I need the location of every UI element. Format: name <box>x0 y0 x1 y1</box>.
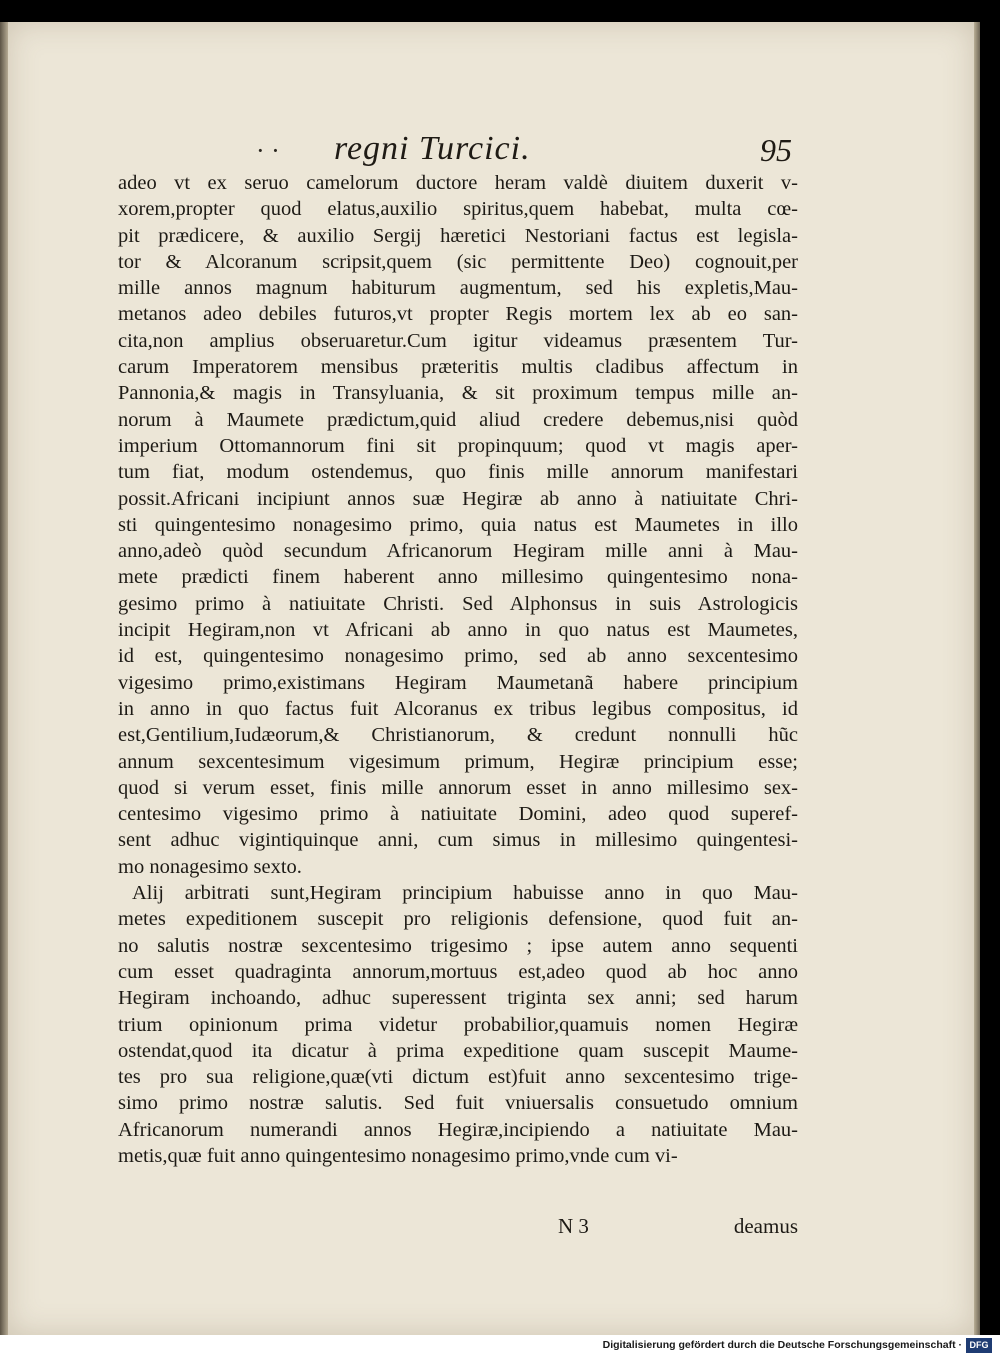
text-line: carum Imperatorem mensibus præteritis multis cladibus affectum in <box>118 356 798 379</box>
text-line: tum fiat, modum ostendemus, quo finis mille annorum manifestari <box>118 461 798 484</box>
text-line: adeo vt ex seruo camelorum ductore heram valdè diuitem duxerit v- <box>118 172 798 194</box>
text-line: tor & Alcoranum scripsit,quem (sic permittente Deo) cognouit,per <box>118 250 798 273</box>
running-head-title: regni Turcici. <box>334 130 531 167</box>
signature-mark: N 3 <box>558 1214 589 1238</box>
footer-bar <box>0 1335 1000 1357</box>
text-line: metis,quæ fuit anno quingentesimo nonagesimo primo,vnde cum vi- <box>118 1144 678 1167</box>
text-line: quod si verum esset, finis mille annorum esset in anno millesimo sex- <box>118 776 798 799</box>
text-line: Pannonia,& magis in Transyluania, & sit proximum tempus mille an- <box>118 382 798 405</box>
text-line: Hegiram inchoando, adhuc superessent triginta sex anni; sed harum <box>118 987 798 1010</box>
running-head <box>8 130 974 170</box>
text-line: simo primo nostræ salutis. Sed fuit vniuersalis consuetudo omnium <box>118 1092 798 1115</box>
funding-notice: Digitalisierung gefördert durch die Deutsche Forschungsgemeinschaft · <box>602 1339 962 1351</box>
text-line: vigesimo primo,existimans Hegiram Maumetanã habere principium <box>118 671 798 694</box>
text-line: incipit Hegiram,non vt Africani ab anno in quo natus est Maumetes, <box>118 619 798 642</box>
signature-line <box>118 1214 798 1240</box>
dfg-logo-icon: DFG <box>966 1338 992 1353</box>
text-line: mete prædicti finem haberent anno millesimo quingentesimo nona- <box>118 566 798 589</box>
text-line: anno,adeò quòd secundum Africanorum Hegiram mille anni à Mau- <box>118 540 798 563</box>
text-line: norum à Maumete prædictum,quid aliud credere debemus,nisi quòd <box>118 408 798 431</box>
text-line: centesimo vigesimo primo à natiuitate Domini, adeo quod superef- <box>118 803 798 826</box>
text-line: mille annos magnum habiturum augmentum, sed his expletis,Mau- <box>118 277 798 300</box>
text-line: mo nonagesimo sexto. <box>118 855 302 878</box>
scanned-page <box>8 22 974 1335</box>
text-line: imperium Ottomannorum fini sit propinquum; quod vt magis aper- <box>118 434 798 457</box>
text-line: est,Gentilium,Iudæorum,& Christianorum, & credunt nonnulli hũc <box>118 724 798 747</box>
text-line: annum sexcentesimum vigesimum primum, Hegiræ principium esse; <box>118 750 798 773</box>
text-line: in anno in quo factus fuit Alcoranus ex tribus legibus compositus, id <box>118 697 798 720</box>
text-line: tes pro sua religione,quæ(vti dictum est)fuit anno sexcentesimo trige- <box>118 1066 798 1089</box>
text-line: pit prædicere, & auxilio Sergij hæretici Nestoriani factus est legisla- <box>118 224 798 247</box>
body-text <box>118 170 798 1169</box>
text-line: gesimo primo à natiuitate Christi. Sed Alphonsus in suis Astrologicis <box>118 592 798 615</box>
page-number: 95 <box>760 132 792 168</box>
text-line: sti quingentesimo nonagesimo primo, quia natus est Maumetes in illo <box>118 513 798 536</box>
running-head-ornament: · · <box>256 136 280 165</box>
catchword: deamus <box>733 1214 798 1238</box>
text-line: Alij arbitrati sunt,Hegiram principium habuisse anno in quo Mau- <box>132 882 798 905</box>
text-line: possit.Africani incipiunt annos suæ Hegiræ ab anno à natiuitate Chri- <box>118 487 798 510</box>
text-line: id est, quingentesimo nonagesimo primo, sed ab anno sexcentesimo <box>118 645 798 668</box>
text-line: sent adhuc vigintiquinque anni, cum simus in millesimo quingentesi- <box>118 829 798 852</box>
text-line: trium opinionum prima videtur probabilior,quamuis nomen Hegiræ <box>118 1013 798 1036</box>
text-line: cita,non amplius obseruaretur.Cum igitur videamus præsentem Tur- <box>118 329 798 352</box>
text-line: Africanorum numerandi annos Hegiræ,incipiendo a natiuitate Mau- <box>118 1118 798 1141</box>
page-edge <box>974 22 980 1335</box>
text-line: metanos adeo debiles futuros,vt propter Regis mortem lex ab eo san- <box>118 303 798 326</box>
text-line: no salutis nostræ sexcentesimo trigesimo ; ipse autem anno sequenti <box>118 934 798 957</box>
text-line: xorem,propter quod elatus,auxilio spiritus,quem habebat, multa cœ- <box>118 198 798 221</box>
text-line: ostendat,quod ita dicatur à prima expeditione quam suscepit Maume- <box>118 1039 798 1062</box>
text-line: cum esset quadraginta annorum,mortuus est,adeo quod ab hoc anno <box>118 960 798 983</box>
text-line: metes expeditionem suscepit pro religionis defensione, quod fuit an- <box>118 908 798 931</box>
